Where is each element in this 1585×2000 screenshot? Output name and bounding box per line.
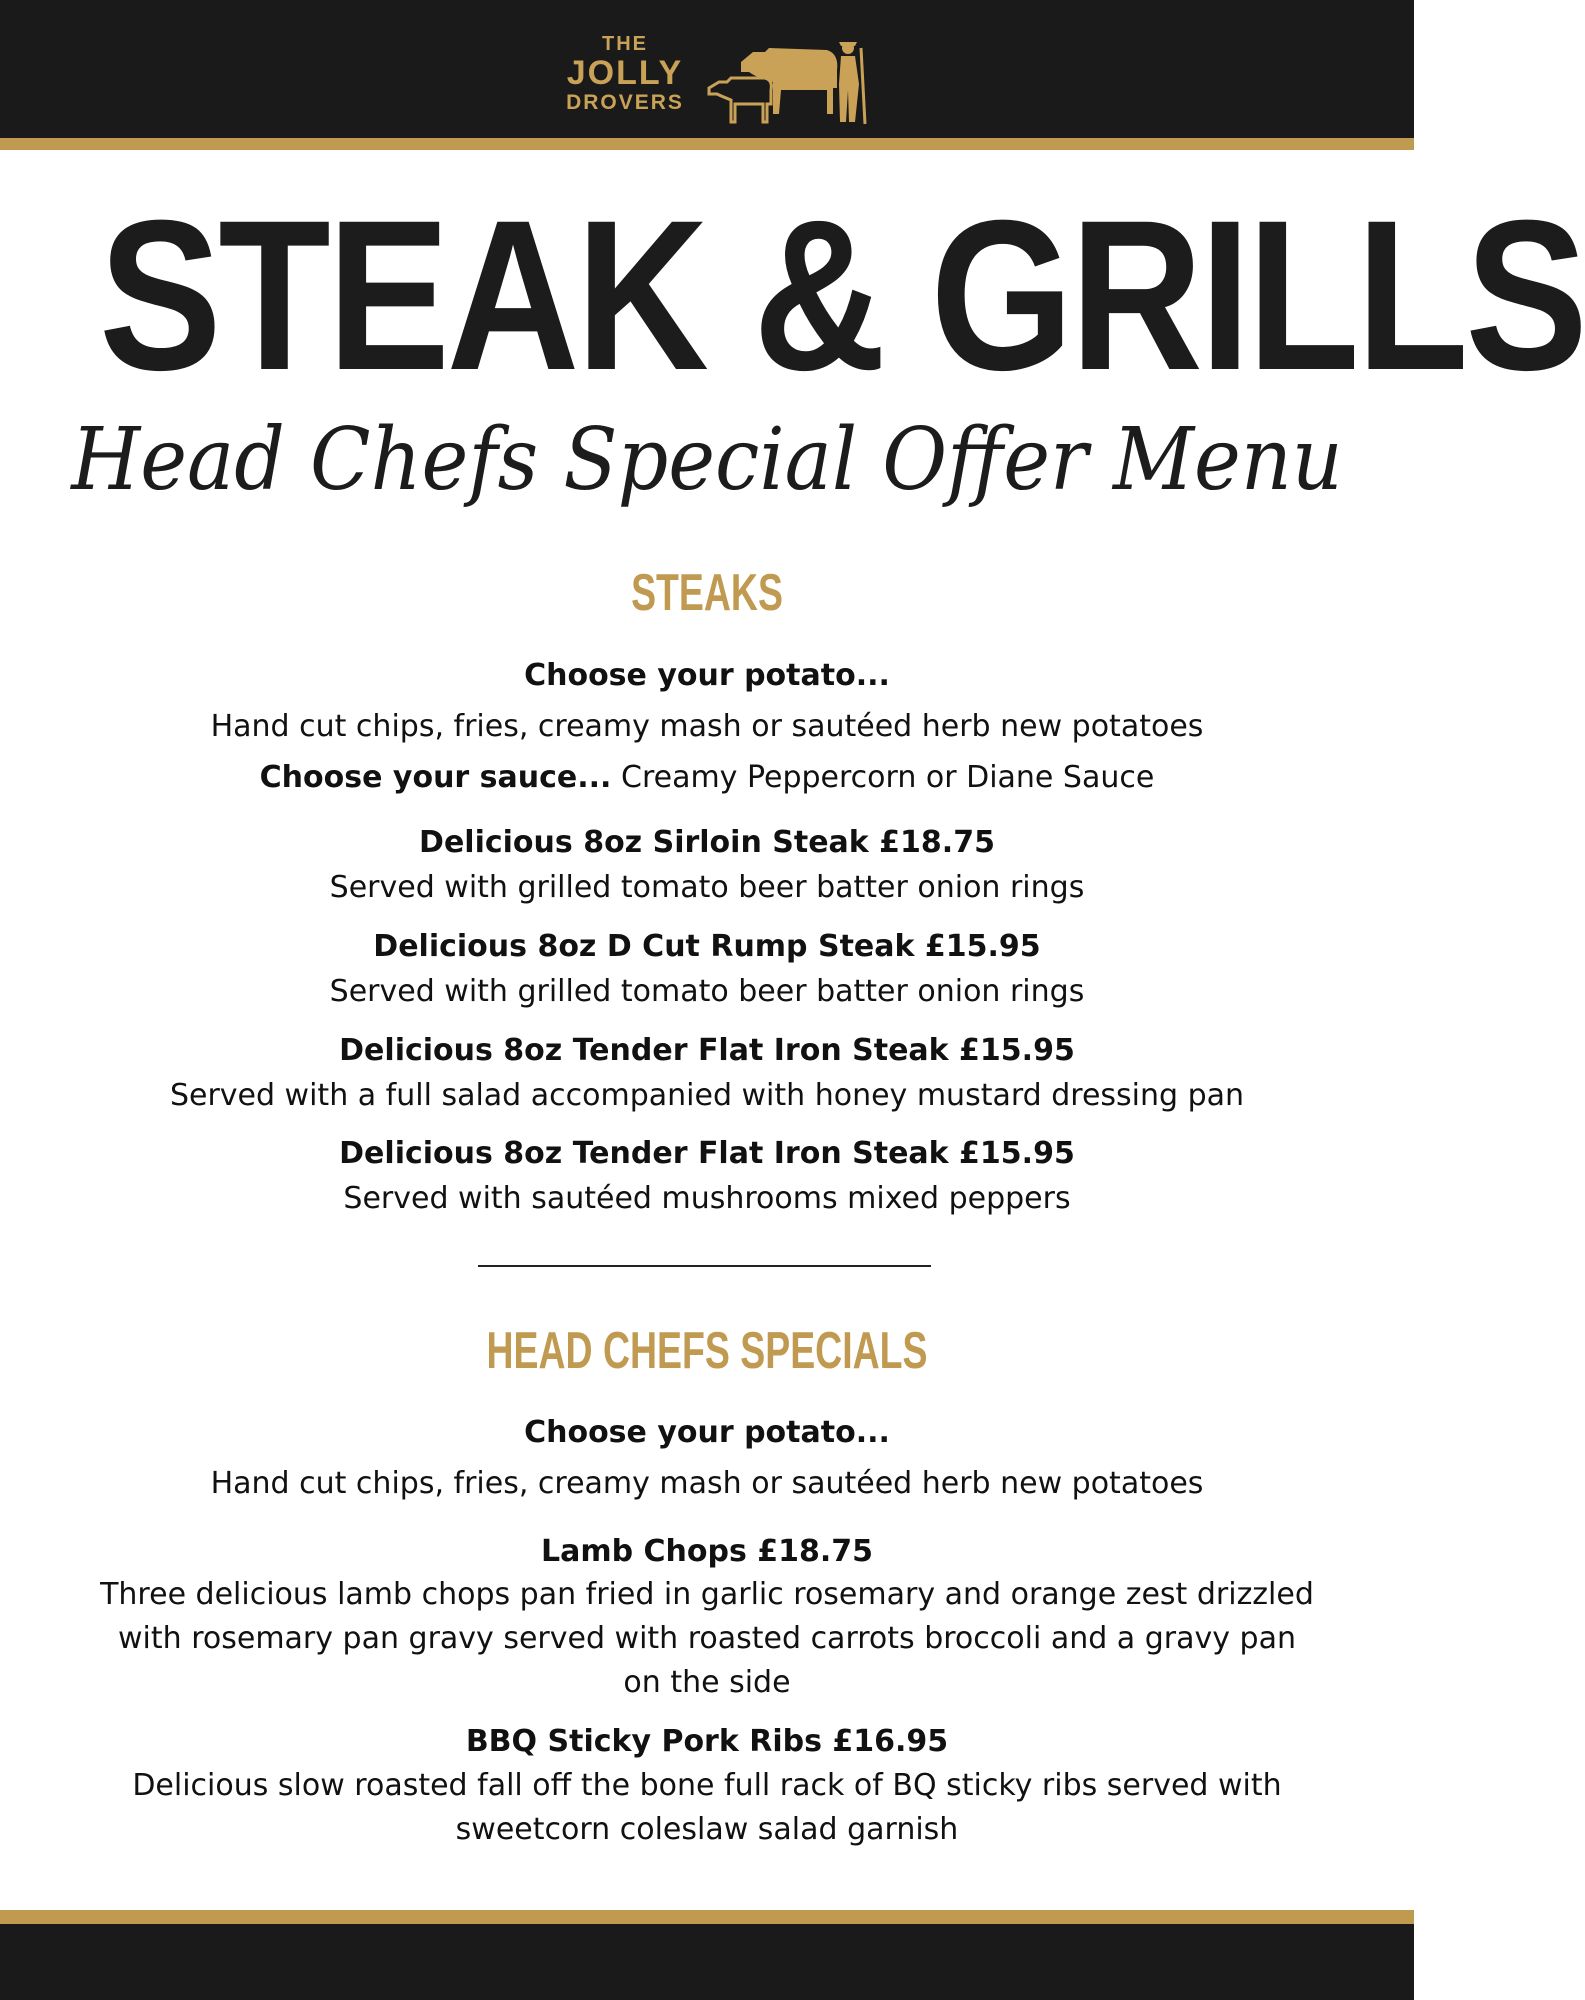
menu-item-description: Served with a full salad accompanied with honey mustard dressing pan	[169, 1078, 1245, 1113]
menu-item-description: Served with grilled tomato beer batter onion rings	[329, 870, 1085, 905]
logo-line-jolly: JOLLY	[566, 54, 684, 92]
section-heading-steaks: STEAKS	[631, 564, 783, 622]
steaks-sauce-row	[0, 756, 1414, 800]
menu-subtitle: Head Chefs Special Offer Menu	[71, 410, 1343, 510]
specials-potato-label: Choose your potato...	[524, 1415, 890, 1450]
steaks-sauce-options: Creamy Peppercorn or Diane Sauce	[621, 760, 1155, 795]
menu-item-description-line: Delicious slow roasted fall off the bone full rack of BQ sticky ribs served with	[132, 1768, 1282, 1803]
section-heading-specials: HEAD CHEFS SPECIALS	[486, 1322, 928, 1380]
section-divider	[478, 1265, 931, 1267]
menu-title: STEAK & GRILLS	[98, 176, 1585, 415]
steaks-sauce-label: Choose your sauce...	[259, 760, 612, 795]
specials-potato-options: Hand cut chips, fries, creamy mash or sautéed herb new potatoes	[210, 1466, 1204, 1501]
menu-item-description-line: on the side	[623, 1665, 791, 1700]
menu-item-description-line: with rosemary pan gravy served with roasted carrots broccoli and a gravy pan	[118, 1621, 1296, 1656]
logo-line-drovers: DROVERS	[566, 91, 684, 114]
steaks-potato-label: Choose your potato...	[524, 658, 890, 693]
logo-wordmark	[555, 30, 695, 113]
menu-item-name: Lamb Chops £18.75	[540, 1534, 874, 1569]
menu-item-description: Served with grilled tomato beer batter onion rings	[329, 974, 1085, 1009]
header-bar	[0, 0, 1414, 138]
menu-item-description-line: sweetcorn coleslaw salad garnish	[455, 1812, 959, 1847]
gold-divider-bottom	[0, 1910, 1414, 1924]
gold-divider-top	[0, 138, 1414, 150]
menu-item-name: Delicious 8oz D Cut Rump Steak £15.95	[373, 929, 1041, 964]
logo-line-the: THE	[602, 33, 648, 55]
menu-item-description-line: Three delicious lamb chops pan fried in garlic rosemary and orange zest drizzled	[100, 1577, 1314, 1612]
jolly-drovers-logo	[555, 30, 875, 126]
menu-item-name: BBQ Sticky Pork Ribs £16.95	[465, 1724, 949, 1759]
cattle-and-drover-icon	[705, 38, 875, 126]
menu-item-name: Delicious 8oz Tender Flat Iron Steak £15.95	[339, 1136, 1075, 1171]
footer-bar	[0, 1924, 1414, 2000]
menu-item-description: Served with sautéed mushrooms mixed peppers	[343, 1181, 1071, 1216]
menu-item-name: Delicious 8oz Sirloin Steak £18.75	[419, 825, 995, 860]
menu-item-name: Delicious 8oz Tender Flat Iron Steak £15.95	[339, 1033, 1075, 1068]
steaks-potato-options: Hand cut chips, fries, creamy mash or sautéed herb new potatoes	[210, 709, 1204, 744]
